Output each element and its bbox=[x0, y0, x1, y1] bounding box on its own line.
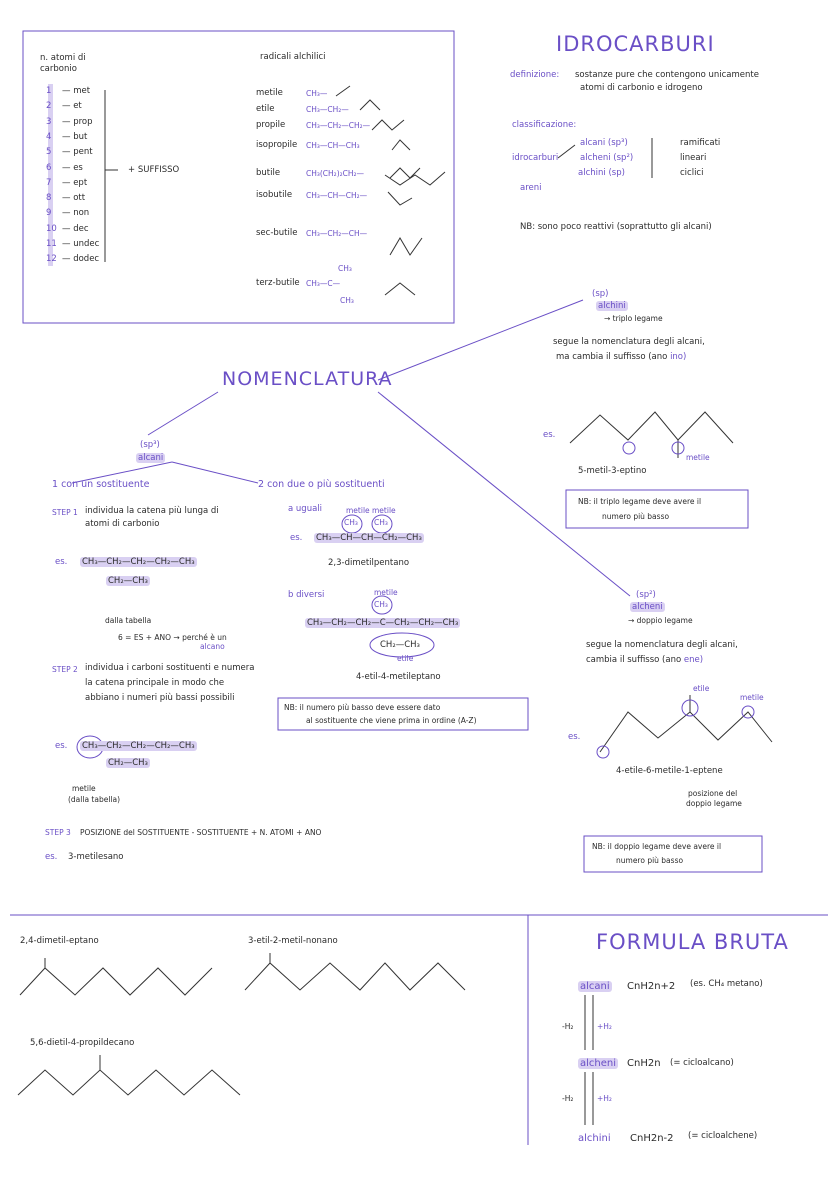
table-header: n. atomi di carbonio bbox=[40, 53, 86, 74]
ex-uguali-main: CH₃—CH—CH—CH₂—CH₃ bbox=[316, 533, 422, 543]
formula-alcheni: alcheni bbox=[580, 1058, 617, 1069]
radical-formula: CH₃— bbox=[306, 89, 328, 98]
definizione-text1: sostanze pure che contengono unicamente bbox=[575, 70, 759, 80]
formula-alcheni-note: (= cicloalcano) bbox=[670, 1058, 734, 1068]
step2-main: CH₃—CH₂—CH₂—CH₂—CH₃ bbox=[82, 741, 195, 751]
formula-alcani-f: CnH2n+2 bbox=[627, 981, 676, 992]
formula-alcani-note: (es. CH₄ metano) bbox=[690, 979, 763, 989]
alchini-metile: metile bbox=[686, 453, 710, 462]
alcheni-metile: metile bbox=[740, 693, 764, 702]
alcheni-ene: ene) bbox=[683, 655, 704, 665]
radical-formula: CH₃—C— bbox=[306, 279, 341, 288]
alcheni-text2: cambia il suffisso (ano bbox=[586, 655, 682, 665]
radical-formula: CH₃—CH—CH₃ bbox=[306, 141, 360, 150]
carbon-number: 5 bbox=[46, 147, 52, 158]
metile-1: metile bbox=[346, 506, 370, 515]
alchini-ino: ino) bbox=[670, 352, 687, 362]
carbon-prefix: — et bbox=[62, 101, 82, 112]
radical-name: terz-butile bbox=[256, 278, 300, 288]
radicals-title: radicali alchilici bbox=[260, 52, 326, 62]
alcheni-example: 4-etile-6-metile-1-eptene bbox=[616, 766, 723, 776]
terz-ch3-bottom: CH₃ bbox=[340, 296, 354, 305]
carbon-prefix: — dec bbox=[62, 223, 89, 234]
alchini-example: 5-metil-3-eptino bbox=[578, 466, 647, 476]
plus-h2-2: +H₂ bbox=[597, 1094, 612, 1103]
alchini-text1: segue la nomenclatura degli alcani, bbox=[553, 337, 705, 347]
nb-alcani-b: al sostituente che viene prima in ordine (A-Z) bbox=[306, 716, 477, 725]
radical-formula: CH₃—CH₂—CH— bbox=[306, 229, 368, 238]
suffix-label: + SUFFISSO bbox=[128, 165, 180, 175]
carbon-number: 7 bbox=[46, 177, 52, 188]
step1-text-b: atomi di carbonio bbox=[85, 519, 160, 529]
alcheni-pos1: posizione del bbox=[688, 789, 738, 798]
idrocarburi-title: IDROCARBURI bbox=[556, 32, 715, 56]
diversi-label: b diversi bbox=[288, 590, 325, 600]
carbon-prefix: — es bbox=[62, 162, 83, 173]
radical-name: propile bbox=[256, 120, 286, 130]
idrocarburi-nb: NB: sono poco reattivi (soprattutto gli alcani) bbox=[520, 222, 712, 232]
radical-name: sec-butile bbox=[256, 228, 298, 238]
carbon-prefix: — non bbox=[62, 208, 90, 219]
radical-name: isopropile bbox=[256, 140, 298, 150]
carbon-number: 11 bbox=[46, 239, 57, 249]
step2-branch: CH₂—CH₃ bbox=[108, 758, 148, 768]
one-sub-title: 1 con un sostituente bbox=[52, 479, 150, 490]
ch3-sub-1: CH₃ bbox=[344, 518, 358, 527]
carbon-prefix: — pent bbox=[62, 147, 93, 158]
carbon-number: 9 bbox=[46, 208, 52, 219]
step1-label: STEP 1 bbox=[52, 508, 78, 517]
nb-alchini-box bbox=[566, 490, 748, 528]
ch3-sub-3: CH₃ bbox=[374, 600, 388, 609]
alchini-nb2: numero più basso bbox=[602, 512, 670, 521]
formula-alcani: alcani bbox=[580, 981, 610, 992]
alcheni-nb1: NB: il doppio legame deve avere il bbox=[592, 842, 722, 851]
step3-es: es. bbox=[45, 852, 58, 862]
formula-alchini: alchini bbox=[578, 1133, 611, 1144]
terz-ch3-top: CH₃ bbox=[338, 264, 352, 273]
step3-example: 3-metilesano bbox=[68, 852, 124, 862]
ex1-es: es. bbox=[55, 557, 68, 567]
link-alcani bbox=[148, 392, 218, 435]
table-frame bbox=[23, 31, 454, 323]
metile-3: metile bbox=[374, 588, 398, 597]
alcheni-pos2: doppio legame bbox=[686, 799, 742, 808]
ex1-main: CH₃—CH₂—CH₂—CH₂—CH₃ bbox=[82, 557, 195, 567]
step2-label: STEP 2 bbox=[52, 665, 78, 674]
carbon-prefix: — ept bbox=[62, 177, 88, 188]
carbon-number: 3 bbox=[46, 116, 52, 127]
ch3-sub-2: CH₃ bbox=[374, 518, 388, 527]
definizione-label: definizione: bbox=[510, 70, 560, 80]
carbon-number: 2 bbox=[46, 101, 52, 112]
carbon-number: 10 bbox=[46, 223, 57, 234]
alcheni-etile: etile bbox=[693, 684, 710, 693]
carbon-number: 1 bbox=[46, 86, 52, 96]
sei-es-ano: 6 = ES + ANO → perché è un bbox=[118, 633, 227, 642]
carbon-prefix: — prop bbox=[62, 116, 93, 127]
radical-formula: CH₃—CH₂— bbox=[306, 105, 349, 114]
bottom-ex3: 5,6-dietil-4-propildecano bbox=[30, 1038, 135, 1048]
formula-alchini-f: CnH2n-2 bbox=[630, 1133, 674, 1144]
class-ciclici: ciclici bbox=[680, 168, 704, 178]
radical-formula: CH₃(CH₂)₂CH₂— bbox=[306, 169, 365, 178]
alchini-nb1: NB: il triplo legame deve avere il bbox=[578, 497, 702, 506]
nomenclatura-title: NOMENCLATURA bbox=[222, 368, 393, 390]
radical-name: isobutile bbox=[256, 190, 293, 200]
plus-h2-1: +H₂ bbox=[597, 1022, 612, 1031]
alchini-es: es. bbox=[543, 430, 556, 440]
dalla-tabella: dalla tabella bbox=[105, 616, 152, 625]
step3-text: POSIZIONE del SOSTITUENTE - SOSTITUENTE + N. ATOMI + ANO bbox=[80, 828, 322, 837]
dalla-tabella-2: (dalla tabella) bbox=[68, 795, 121, 804]
definizione-text2: atomi di carbonio e idrogeno bbox=[580, 83, 703, 93]
alcani-sp3: (sp³) bbox=[140, 440, 160, 450]
nb-alcani-a: NB: il numero più basso deve essere dato bbox=[284, 703, 441, 712]
alchini-label: alchini bbox=[598, 301, 626, 311]
alcheni-label: alcheni bbox=[632, 602, 663, 612]
alcheni-nb2: numero più basso bbox=[616, 856, 684, 865]
alcheni-text1: segue la nomenclatura degli alcani, bbox=[586, 640, 738, 650]
class-lineari: lineari bbox=[680, 153, 707, 163]
carbon-number: 4 bbox=[46, 131, 52, 142]
step1-text-a: individua la catena più lunga di bbox=[85, 506, 219, 516]
class-alcani: alcani (sp³) bbox=[580, 138, 628, 148]
radical-formula: CH₃—CH₂—CH₂— bbox=[306, 121, 371, 130]
carbon-prefix: — but bbox=[62, 131, 88, 142]
carbon-number: 6 bbox=[46, 162, 52, 173]
ex-uguali-es: es. bbox=[290, 533, 303, 543]
two-sub-title: 2 con due o più sostituenti bbox=[258, 479, 385, 490]
ex-diversi-branch: CH₂—CH₃ bbox=[380, 640, 420, 650]
class-root: idrocarburi bbox=[512, 153, 559, 163]
ex-diversi-name: 4-etil-4-metileptano bbox=[356, 672, 441, 682]
radical-name: metile bbox=[256, 88, 283, 98]
ex-diversi-main: CH₃—CH₂—CH₂—C—CH₂—CH₂—CH₃ bbox=[307, 618, 459, 628]
ex1-branch: CH₂—CH₃ bbox=[108, 576, 148, 586]
step2-text-b: la catena principale in modo che bbox=[85, 678, 225, 688]
alcheni-es: es. bbox=[568, 732, 581, 742]
minus-h2-2: -H₂ bbox=[562, 1094, 574, 1103]
formula-alcheni-f: CnH2n bbox=[627, 1058, 661, 1069]
uguali-label: a uguali bbox=[288, 504, 323, 514]
class-alcheni: alcheni (sp²) bbox=[580, 153, 634, 163]
bottom-ex2: 3-etil-2-metil-nonano bbox=[248, 936, 338, 946]
etile-label: etile bbox=[397, 654, 414, 663]
class-areni: areni bbox=[520, 183, 542, 193]
step2-text-a: individua i carboni sostituenti e numera bbox=[85, 663, 255, 673]
minus-h2-1: -H₂ bbox=[562, 1022, 574, 1031]
formula-title: FORMULA BRUTA bbox=[596, 930, 789, 954]
classificazione-label: classificazione: bbox=[512, 120, 577, 130]
carbon-number: 12 bbox=[46, 254, 57, 265]
carbon-prefix: — dodec bbox=[62, 254, 100, 265]
carbon-number: 8 bbox=[46, 193, 52, 204]
metile-dalla: metile bbox=[72, 784, 96, 793]
carbon-prefix: — met bbox=[62, 86, 91, 96]
link-two-sub bbox=[172, 462, 258, 483]
alcheni-bond: → doppio legame bbox=[628, 616, 693, 625]
ex2-es: es. bbox=[55, 741, 68, 751]
metile-2: metile bbox=[372, 506, 396, 515]
radical-name: butile bbox=[256, 168, 281, 178]
alcano-word: alcano bbox=[200, 642, 225, 651]
carbon-prefix: — ott bbox=[62, 193, 86, 204]
step2-text-c: abbiano i numeri più bassi possibili bbox=[85, 693, 235, 703]
alcani-label: alcani bbox=[138, 453, 164, 463]
class-ramificati: ramificati bbox=[680, 138, 721, 148]
alcheni-sp: (sp²) bbox=[636, 590, 656, 600]
ex-uguali-name: 2,3-dimetilpentano bbox=[328, 558, 410, 568]
alchini-sp: (sp) bbox=[592, 289, 609, 299]
step3-label: STEP 3 bbox=[45, 828, 71, 837]
bottom-ex1: 2,4-dimetil-eptano bbox=[20, 936, 99, 946]
class-alchini: alchini (sp) bbox=[578, 168, 625, 178]
alchini-text2: ma cambia il suffisso (ano bbox=[556, 352, 668, 362]
radical-name: etile bbox=[256, 104, 275, 114]
alchini-bond: → triplo legame bbox=[604, 314, 663, 323]
formula-alchini-note: (= cicloalchene) bbox=[688, 1131, 758, 1141]
radical-formula: CH₃—CH—CH₂— bbox=[306, 191, 368, 200]
carbon-prefix: — undec bbox=[62, 239, 100, 249]
